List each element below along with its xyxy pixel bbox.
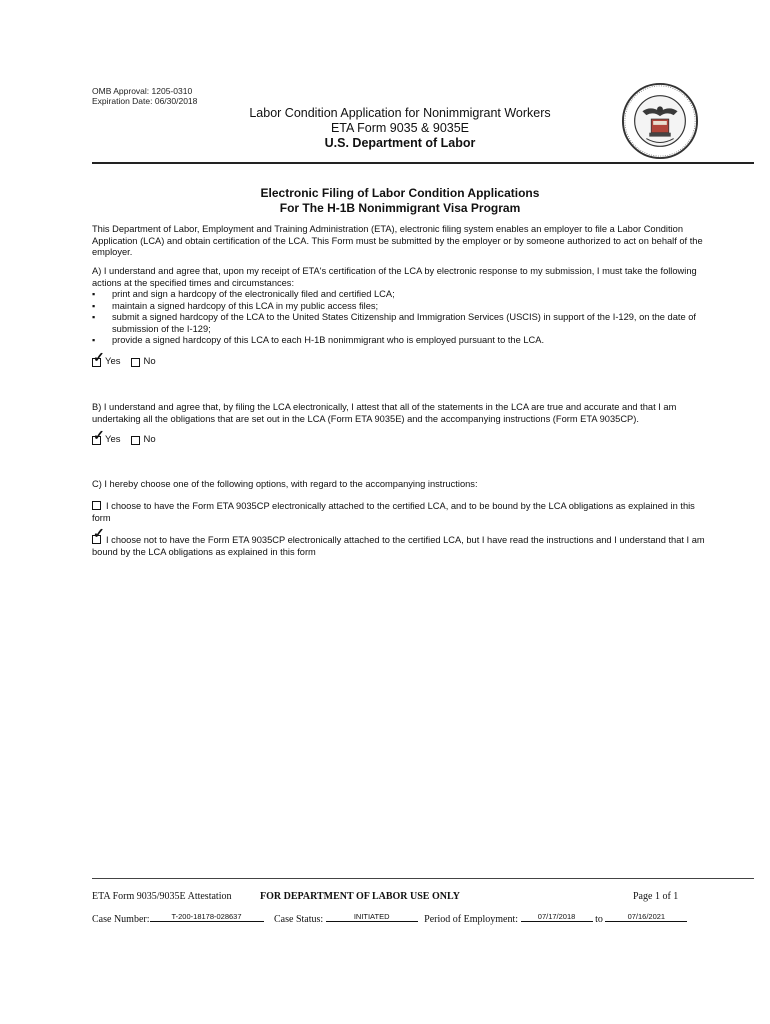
footer-form-name: ETA Form 9035/9035E Attestation: [92, 891, 232, 902]
section-c-text: C) I hereby choose one of the following options, with regard to the accompanying instructions:: [92, 479, 478, 489]
section-c-option-2: [92, 535, 714, 558]
subtitle-line1: Electronic Filing of Labor Condition Applications: [260, 186, 540, 200]
department-of-labor-seal-icon: [621, 82, 699, 160]
list-item: ▪ provide a signed hardcopy of this LCA to each H-1B nonimmigrant who is employed pursuant to the LCA.: [92, 335, 714, 347]
section-b-yes-label: Yes: [105, 434, 121, 445]
omb-info: [92, 86, 197, 106]
section-c-option-2-label: I choose not to have the Form ETA 9035CP electronically attached to the certified LCA, but I have read the instructions and I understand that I am bound by the LCA obligations as explained in this form: [92, 535, 705, 557]
case-number-value: T-200-18178-028637: [150, 912, 264, 922]
document-subtitle: [180, 186, 620, 216]
header-divider: [92, 162, 754, 164]
list-item: ▪ maintain a signed hardcopy of this LCA in my public access files;: [92, 301, 714, 313]
period-to-label: to: [595, 914, 603, 925]
form-header-title: [240, 106, 560, 151]
section-b-no-checkbox[interactable]: [131, 436, 140, 445]
expiration-date: Expiration Date: 06/30/2018: [92, 96, 198, 106]
section-b-text: B) I understand and agree that, by filing the LCA electronically, I attest that all of the statements in the LCA are true and accurate and that I am undertaking all the obligations that are set out in the LCA (Form ETA 9035E) and the accompanying instructions (Form ETA 9035CP).: [92, 402, 677, 424]
period-end-value: 07/16/2021: [605, 912, 687, 922]
period-label: Period of Employment:: [424, 914, 519, 925]
section-a-text: A) I understand and agree that, upon my receipt of ETA's certification of the LCA by electronic response to my submission, I must take the following actions at the specified times and circumstances:: [92, 266, 697, 288]
form-title-line2: ETA Form 9035 & 9035E: [330, 121, 470, 135]
section-a-bullet-list: [92, 289, 714, 347]
section-a-yes-label: Yes: [105, 356, 121, 367]
subtitle-line2: For The H-1B Nonimmigrant Visa Program: [279, 201, 521, 215]
footer-case-info: [92, 912, 687, 925]
section-b-yes-checkbox[interactable]: [92, 436, 101, 445]
footer-page-number: Page 1 of 1: [633, 891, 679, 902]
section-a-no-label: No: [143, 356, 156, 367]
section-c-option-1: [92, 501, 714, 524]
list-item: ▪ submit a signed hardcopy of the LCA to the United States Citizenship and Immigration Services (USCIS) in support of the I-129, on the date of submission of the I-129;: [92, 312, 714, 335]
section-a-answer: [92, 356, 156, 368]
form-title-line1: Labor Condition Application for Nonimmigrant Workers: [249, 106, 551, 120]
period-start-value: 07/17/2018: [521, 912, 593, 922]
section-c-option-1-checkbox[interactable]: [92, 501, 101, 510]
list-item: ▪ print and sign a hardcopy of the electronically filed and certified LCA;: [92, 289, 714, 301]
section-a-yes-checkbox[interactable]: [92, 358, 101, 367]
section-c-option-2-checkbox[interactable]: [92, 535, 101, 544]
footer-dol-use: FOR DEPARTMENT OF LABOR USE ONLY: [260, 891, 460, 902]
section-a-no-checkbox[interactable]: [131, 358, 140, 367]
omb-approval: OMB Approval: 1205-0310: [92, 86, 193, 96]
footer-divider: [92, 878, 754, 879]
case-status-value: INITIATED: [326, 912, 418, 922]
section-c-option-1-label: I choose to have the Form ETA 9035CP electronically attached to the certified LCA, and to be bound by the LCA obligations as explained in this form: [92, 501, 695, 523]
case-number-label: Case Number:: [92, 914, 150, 925]
form-title-line3: U.S. Department of Labor: [324, 136, 476, 150]
case-status-label: Case Status:: [274, 914, 324, 925]
intro-paragraph: This Department of Labor, Employment and Training Administration (ETA), electronic filing system enables an employer to file a Labor Condition Application (LCA) and obtain certification of the LCA. This Form must be submitted by the employer or by someone authorized to act on behalf of the employer.: [92, 224, 703, 257]
section-b-no-label: No: [143, 434, 156, 445]
section-b-answer: [92, 434, 156, 446]
